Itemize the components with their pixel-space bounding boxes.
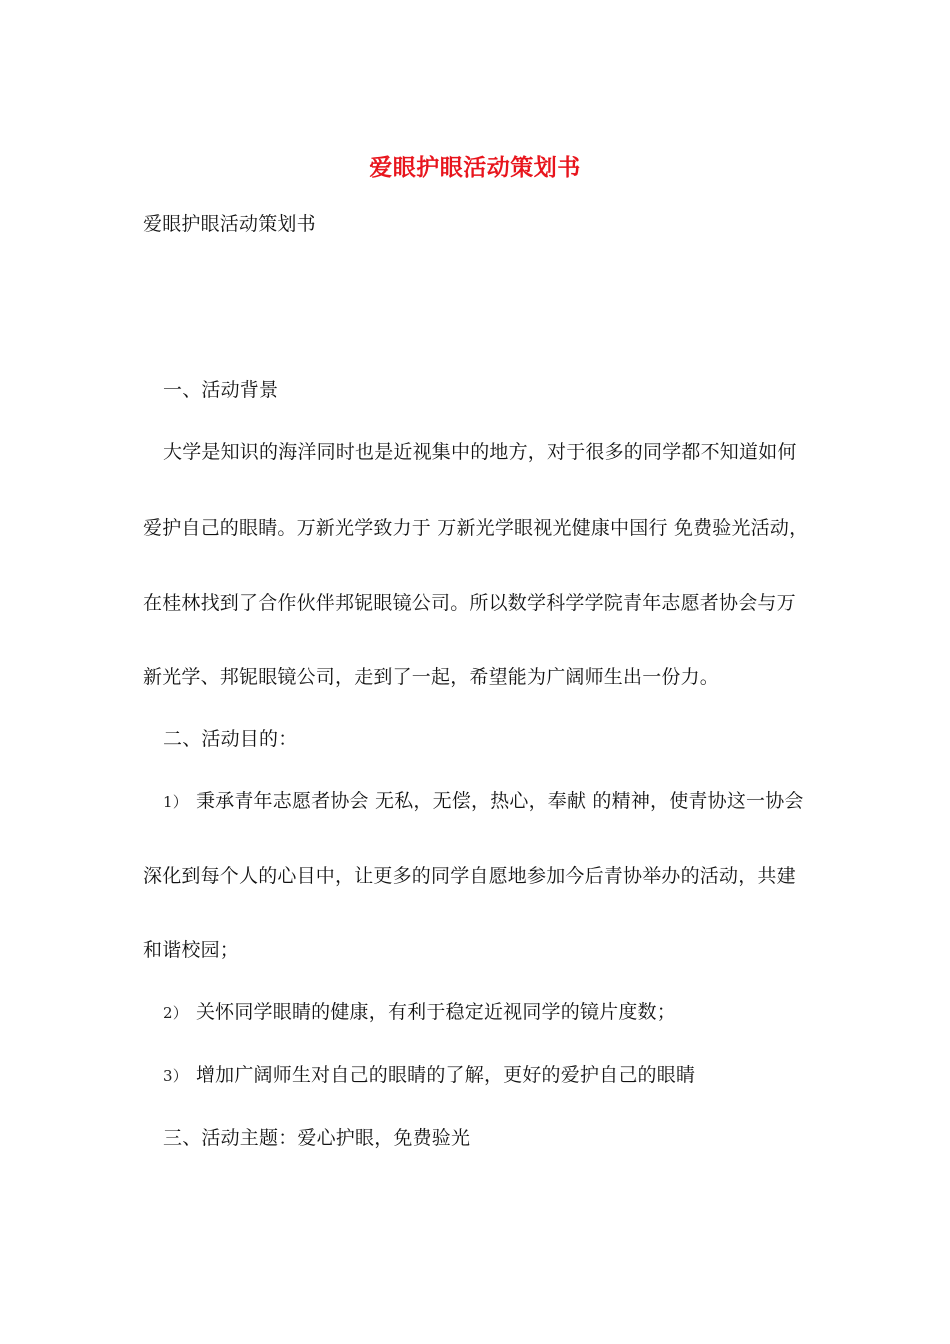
goal-1-line-1: 秉承青年志愿者协会 无私，无偿，热心，奉献 的精神，使青协这一协会 <box>195 790 804 812</box>
goal-1-line-3: 和谐校园； <box>143 939 240 961</box>
goal-item-1 <box>163 787 804 816</box>
background-paragraph-line-3: 在桂林找到了合作伙伴邦铌眼镜公司。所以数学科学学院青年志愿者协会与万 <box>143 592 796 614</box>
section-heading-background: 一、活动背景 <box>163 379 279 401</box>
background-paragraph-line-1: 大学是知识的海洋同时也是近视集中的地方，对于很多的同学都不知道如何 <box>163 441 797 463</box>
goal-number-1: 1） <box>163 793 188 811</box>
document-subtitle: 爱眼护眼活动策划书 <box>143 213 316 235</box>
goal-1-line-2: 深化到每个人的心目中，让更多的同学自愿地参加今后青协举办的活动，共建 <box>143 865 796 887</box>
goal-number-3: 3） <box>163 1067 188 1085</box>
goal-number-2: 2） <box>163 1004 188 1022</box>
goal-2-line-1: 关怀同学眼睛的健康，有利于稳定近视同学的镜片度数； <box>195 1001 676 1023</box>
background-paragraph-line-2: 爱护自己的眼睛。万新光学致力于 万新光学眼视光健康中国行 免费验光活动， <box>143 517 809 539</box>
goal-item-2 <box>163 998 676 1027</box>
goal-item-3 <box>163 1061 695 1090</box>
section-heading-theme: 三、活动主题：爱心护眼，免费验光 <box>163 1127 471 1149</box>
goal-3-line-1: 增加广阔师生对自己的眼睛的了解，更好的爱护自己的眼睛 <box>195 1064 696 1086</box>
background-paragraph-line-4: 新光学、邦铌眼镜公司，走到了一起，希望能为广阔师生出一份力。 <box>143 666 720 688</box>
document-title: 爱眼护眼活动策划书 <box>369 154 581 181</box>
section-heading-purpose: 二、活动目的： <box>163 728 298 750</box>
